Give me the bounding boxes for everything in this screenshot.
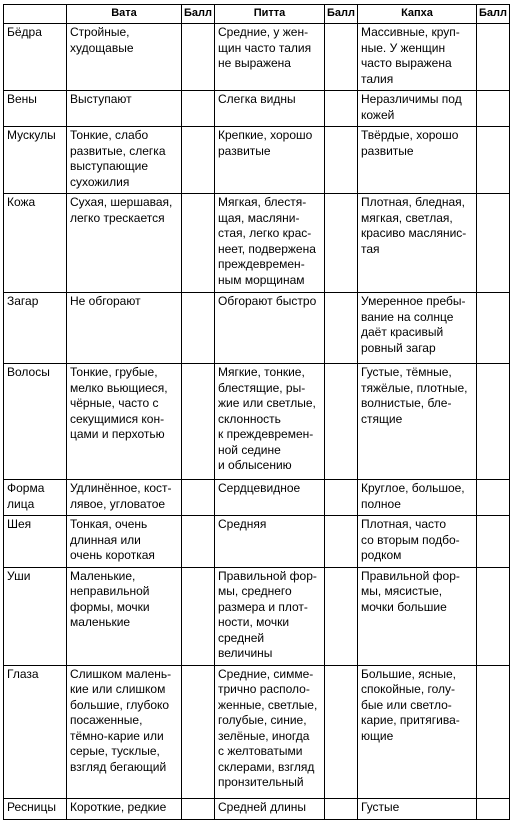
table-row xyxy=(4,480,510,516)
vata-cell: Маленькие, неправильной формы, мочки маленькие xyxy=(67,567,182,665)
pitta-cell: Обгорают быстро xyxy=(215,293,325,364)
feature-cell: Волосы xyxy=(4,364,67,480)
table-row xyxy=(4,516,510,568)
table-row xyxy=(4,567,510,665)
pitta-score-cell xyxy=(325,91,358,127)
feature-cell: Форма лица xyxy=(4,480,67,516)
header-kapha: Капха xyxy=(358,5,477,24)
pitta-score-cell xyxy=(325,665,358,798)
kapha-cell: Плотная, бледная, мягкая, светлая, красиво маслянис- тая xyxy=(358,194,477,293)
pitta-cell: Мягкая, блестя- щая, масляни- стая, легко крас- неет, подвержена преждевремен- ным морщинам xyxy=(215,194,325,293)
kapha-score-cell xyxy=(477,194,510,293)
feature-cell: Загар xyxy=(4,293,67,364)
pitta-cell: Слегка видны xyxy=(215,91,325,127)
vata-score-cell xyxy=(182,516,215,568)
header-row xyxy=(4,5,510,24)
vata-score-cell xyxy=(182,364,215,480)
kapha-cell: Умеренное пребы- вание на солнце даёт красивый ровный загар xyxy=(358,293,477,364)
header-feature xyxy=(4,5,67,24)
table-row xyxy=(4,24,510,91)
table-row xyxy=(4,665,510,798)
vata-score-cell xyxy=(182,293,215,364)
kapha-score-cell xyxy=(477,293,510,364)
table-row xyxy=(4,364,510,480)
header-vata-score: Балл xyxy=(182,5,215,24)
pitta-cell: Средние, у жен- щин часто талия не выражена xyxy=(215,24,325,91)
pitta-cell: Средние, симме- трично располо- женные, светлые, голубые, синие, зелёные, иногда с желтоватыми склерами, взгляд пронзительный xyxy=(215,665,325,798)
table-row xyxy=(4,127,510,194)
vata-score-cell xyxy=(182,91,215,127)
vata-score-cell xyxy=(182,24,215,91)
kapha-score-cell xyxy=(477,24,510,91)
kapha-cell: Твёрдые, хорошо развитые xyxy=(358,127,477,194)
pitta-cell: Правильной фор- мы, среднего размера и плот- ности, мочки средней величины xyxy=(215,567,325,665)
pitta-score-cell xyxy=(325,516,358,568)
feature-cell: Ресницы xyxy=(4,798,67,819)
pitta-cell: Средняя xyxy=(215,516,325,568)
pitta-cell: Мягкие, тонкие, блестящие, ры- жие или светлые, склонность к преждевремен- ной седине и облысению xyxy=(215,364,325,480)
feature-cell: Вены xyxy=(4,91,67,127)
kapha-score-cell xyxy=(477,567,510,665)
header-pitta: Питта xyxy=(215,5,325,24)
vata-cell: Выступают xyxy=(67,91,182,127)
kapha-cell: Неразличимы под кожей xyxy=(358,91,477,127)
vata-cell: Тонкие, грубые, мелко вьющиеся, чёрные, часто с секущимися кон- цами и перхотью xyxy=(67,364,182,480)
vata-score-cell xyxy=(182,127,215,194)
pitta-score-cell xyxy=(325,480,358,516)
vata-cell: Короткие, редкие xyxy=(67,798,182,819)
pitta-score-cell xyxy=(325,567,358,665)
vata-cell: Слишком малень- кие или слишком большие, глубоко посаженные, тёмно-карие или серые, тусклые, взгляд бегающий xyxy=(67,665,182,798)
table-row xyxy=(4,194,510,293)
kapha-cell: Плотная, часто со вторым подбо- родком xyxy=(358,516,477,568)
pitta-score-cell xyxy=(325,24,358,91)
kapha-cell: Массивные, круп- ные. У женщин часто выражена талия xyxy=(358,24,477,91)
vata-cell: Стройные, худощавые xyxy=(67,24,182,91)
kapha-score-cell xyxy=(477,516,510,568)
pitta-score-cell xyxy=(325,293,358,364)
vata-cell: Тонкая, очень длинная или очень короткая xyxy=(67,516,182,568)
pitta-cell: Сердцевидное xyxy=(215,480,325,516)
pitta-score-cell xyxy=(325,364,358,480)
feature-cell: Кожа xyxy=(4,194,67,293)
feature-cell: Шея xyxy=(4,516,67,568)
feature-cell: Мускулы xyxy=(4,127,67,194)
vata-score-cell xyxy=(182,194,215,293)
feature-cell: Бёдра xyxy=(4,24,67,91)
pitta-cell: Средней длины xyxy=(215,798,325,819)
vata-cell: Не обгорают xyxy=(67,293,182,364)
kapha-score-cell xyxy=(477,127,510,194)
pitta-score-cell xyxy=(325,194,358,293)
feature-cell: Уши xyxy=(4,567,67,665)
table-row xyxy=(4,91,510,127)
header-vata: Вата xyxy=(67,5,182,24)
kapha-score-cell xyxy=(477,91,510,127)
kapha-cell: Большие, ясные, спокойные, голу- бые или светло- карие, притягива- ющие xyxy=(358,665,477,798)
vata-score-cell xyxy=(182,665,215,798)
kapha-score-cell xyxy=(477,665,510,798)
kapha-score-cell xyxy=(477,364,510,480)
vata-score-cell xyxy=(182,480,215,516)
pitta-cell: Крепкие, хорошо развитые xyxy=(215,127,325,194)
header-kapha-score: Балл xyxy=(477,5,510,24)
kapha-cell: Правильной фор- мы, мясистые, мочки большие xyxy=(358,567,477,665)
kapha-cell: Густые, тёмные, тяжёлые, плотные, волнистые, бле- стящие xyxy=(358,364,477,480)
feature-cell: Глаза xyxy=(4,665,67,798)
header-pitta-score: Балл xyxy=(325,5,358,24)
kapha-score-cell xyxy=(477,480,510,516)
vata-cell: Удлинённое, кост- лявое, угловатое xyxy=(67,480,182,516)
vata-cell: Тонкие, слабо развитые, слегка выступающие сухожилия xyxy=(67,127,182,194)
page xyxy=(3,4,510,820)
vata-cell: Сухая, шершавая, легко трескается xyxy=(67,194,182,293)
dosha-table xyxy=(3,4,510,820)
kapha-cell: Густые xyxy=(358,798,477,819)
pitta-score-cell xyxy=(325,127,358,194)
table-row xyxy=(4,293,510,364)
vata-score-cell xyxy=(182,567,215,665)
kapha-cell: Круглое, большое, полное xyxy=(358,480,477,516)
